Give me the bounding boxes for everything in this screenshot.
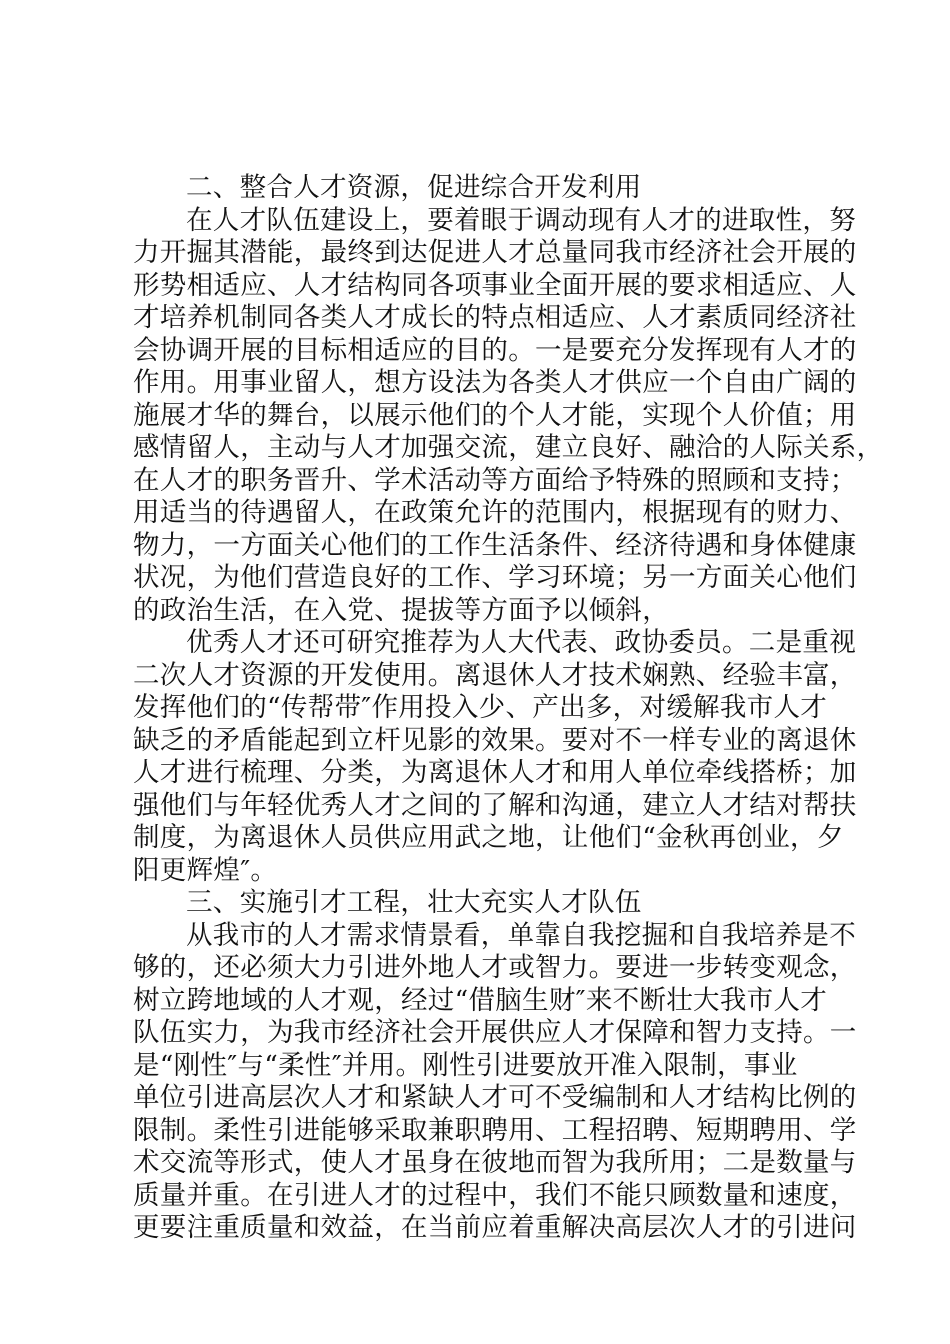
- paragraph-line: 优秀人才还可研究推荐为人大代表、政协委员。二是重视: [186, 627, 856, 658]
- paragraph-line: 才培养机制同各类人才成长的特点相适应、人才素质同经济社: [133, 302, 857, 333]
- paragraph-line: 更要注重质量和效益，在当前应着重解决高层次人才的引进问: [133, 1212, 857, 1243]
- paragraph-line: 在人才队伍建设上，要着眼于调动现有人才的进取性，努: [186, 204, 856, 236]
- paragraph-line: 树立跨地域的人才观，经过“借脑生财″来不断壮大我市人才: [133, 984, 828, 1016]
- paragraph-line: 物力，一方面关心他们的工作生活条件、经济待遇和身体健康: [133, 529, 857, 561]
- paragraph-line: 状况，为他们营造良好的工作、学习环境；另一方面关心他们: [133, 562, 857, 593]
- body-text: [133, 172, 884, 1245]
- paragraph-line: 发挥他们的“传帮带″作用投入少、产出多，对缓解我市人才: [133, 692, 828, 723]
- paragraph-line: 缺乏的矛盾能起到立杆见影的效果。要对不一样专业的离退休: [133, 724, 857, 756]
- paragraph-line: 够的，还必须大力引进外地人才或智力。要进一步转变观念，: [133, 952, 857, 983]
- paragraph-line: 质量并重。在引进人才的过程中，我们不能只顾数量和速度，: [133, 1179, 857, 1211]
- paragraph-line: 人才进行梳理、分类，为离退休人才和用人单位牵线搭桥；加: [133, 757, 857, 788]
- paragraph-line: 术交流等形式，使人才虽身在彼地而智为我所用；二是数量与: [133, 1147, 857, 1178]
- paragraph-line: 阳更辉煌″。: [133, 854, 278, 886]
- paragraph-line: 是“刚性″与“柔性″并用。刚性引进要放开准入限制，事业: [133, 1049, 798, 1081]
- paragraph-line: 力开掘其潜能，最终到达促进人才总量同我市经济社会开展的: [133, 237, 857, 268]
- paragraph-line: 用适当的待遇留人，在政策允许的范围内，根据现有的财力、: [133, 497, 857, 528]
- paragraph-line: 队伍实力，为我市经济社会开展供应人才保障和智力支持。一: [133, 1017, 857, 1048]
- paragraph-line: 单位引进高层次人才和紧缺人才可不受编制和人才结构比例的: [133, 1082, 857, 1113]
- paragraph-line: 二次人才资源的开发使用。离退休人才技术娴熟、经验丰富，: [133, 659, 857, 691]
- paragraph-line: 作用。用事业留人，想方设法为各类人才供应一个自由广阔的: [133, 367, 857, 398]
- paragraph-line: 强他们与年轻优秀人才之间的了解和沟通，建立人才结对帮扶: [133, 789, 857, 821]
- section-heading-3: 三、实施引才工程，壮大充实人才队伍: [186, 887, 642, 918]
- paragraph-line: 感情留人，主动与人才加强交流，建立良好、融洽的人际关系，: [133, 432, 884, 463]
- paragraph-line: 会协调开展的目标相适应的目的。一是要充分发挥现有人才的: [133, 334, 857, 366]
- paragraph-line: 制度，为离退休人员供应用武之地，让他们“金秋再创业，夕: [133, 822, 844, 853]
- paragraph-line: 形势相适应、人才结构同各项事业全面开展的要求相适应、人: [133, 269, 857, 301]
- paragraph-line: 的政治生活，在入党、提拔等方面予以倾斜，: [133, 594, 669, 626]
- paragraph-line: 限制。柔性引进能够采取兼职聘用、工程招聘、短期聘用、学: [133, 1114, 857, 1146]
- paragraph-line: 施展才华的舞台，以展示他们的个人才能，实现个人价值；用: [133, 399, 857, 431]
- paragraph-line: 从我市的人才需求情景看，单靠自我挖掘和自我培养是不: [186, 919, 856, 951]
- paragraph-line: 在人才的职务晋升、学术活动等方面给予特殊的照顾和支持；: [133, 464, 857, 496]
- section-heading-2: 二、整合人才资源，促进综合开发利用: [186, 172, 642, 203]
